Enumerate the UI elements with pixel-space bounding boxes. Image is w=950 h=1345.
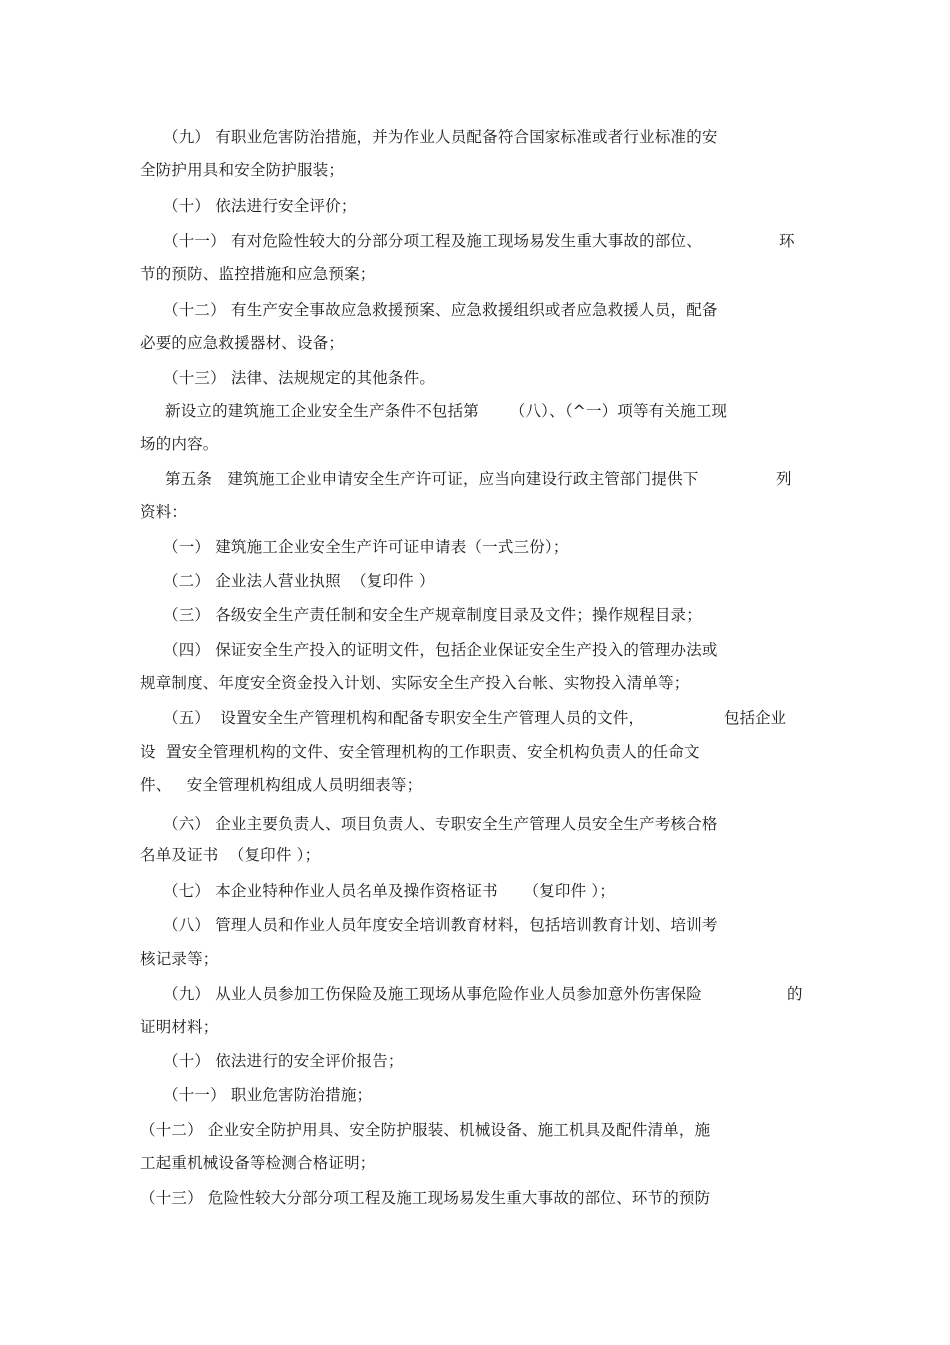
text-line: 场的内容。 [140,435,219,453]
text-fragment: 列 [776,470,792,488]
text-line: 第五条 建筑施工企业申请安全生产许可证，应当向建设行政主管部门提供下 [165,470,699,488]
text-line: （三） 各级安全生产责任制和安全生产规章制度目录及文件；操作规程目录； [163,606,702,624]
text-line: 规章制度、年度安全资金投入计划、实际安全生产投入台帐、实物投入清单等； [140,674,690,692]
text-line: 核记录等； [140,950,219,968]
text-line: （十三） 危险性较大分部分项工程及施工现场易发生重大事故的部位、环节的预防 [140,1189,711,1207]
text-line: （十一） 有对危险性较大的分部分项工程及施工现场易发生重大事故的部位、 [163,232,702,250]
text-line: （九） 有职业危害防治措施，并为作业人员配备符合国家标准或者行业标准的安 [163,128,718,146]
text-line: 证明材料； [140,1018,219,1036]
text-line: （四） 保证安全生产投入的证明文件，包括企业保证安全生产投入的管理办法或 [163,641,718,659]
text-line: 资料： [140,503,188,521]
text-line: 必要的应急救援器材、设备； [140,334,345,352]
text-fragment: 包括企业 [724,709,787,727]
text-line: （六） 企业主要负责人、项目负责人、专职安全生产管理人员安全生产考核合格 [163,815,718,833]
text-line: （八） 管理人员和作业人员年度安全培训教育材料，包括培训教育计划、培训考 [163,916,718,934]
text-line: 设 置安全管理机构的文件、安全管理机构的工作职责、安全机构负责人的任命文 [140,743,700,761]
text-line: 件、 安全管理机构组成人员明细表等； [140,776,423,794]
text-fragment: 的 [787,985,803,1003]
text-line: （七） 本企业特种作业人员名单及操作资格证书 （复印件 ）； [163,882,616,900]
text-line: （十二） 有生产安全事故应急救援预案、应急救援组织或者应急救援人员，配备 [163,301,718,319]
text-line: （九） 从业人员参加工伤保险及施工现场从事危险作业人员参加意外伤害保险 [163,985,702,1003]
text-line: （十） 依法进行安全评价； [163,197,357,215]
text-line: （十二） 企业安全防护用具、安全防护服装、机械设备、施工机具及配件清单，施 [140,1121,711,1139]
text-line: （五） 设置安全生产管理机构和配备专职安全生产管理人员的文件， [163,709,645,727]
text-line: （十三） 法律、法规规定的其他条件。 [163,369,436,387]
text-line: 全防护用具和安全防护服装； [140,161,345,179]
text-line: （二） 企业法人营业执照 （复印件 ） [163,572,435,590]
text-fragment: 环 [779,232,795,250]
text-line: 节的预防、监控措施和应急预案； [140,265,376,283]
text-line: 工起重机械设备等检测合格证明； [140,1154,376,1172]
text-line: 名单及证书 （复印件 ）； [140,846,321,864]
text-line: （十一） 职业危害防治措施； [163,1086,373,1104]
text-line: （十） 依法进行的安全评价报告； [163,1052,404,1070]
text-line: （一） 建筑施工企业安全生产许可证申请表（一式三份）； [163,538,569,556]
text-line: 新设立的建筑施工企业安全生产条件不包括第 （八）、（^一）项等有关施工现 [165,402,728,420]
